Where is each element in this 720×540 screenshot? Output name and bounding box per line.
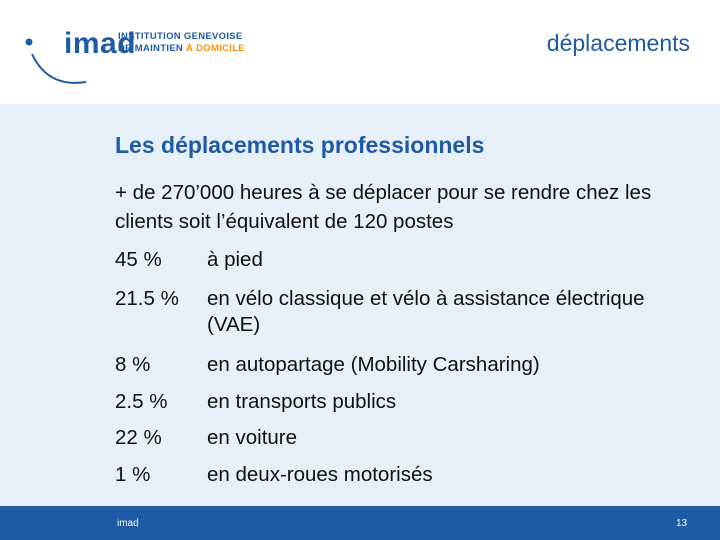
footer-label: imad — [117, 518, 139, 529]
intro-text: + de 270’000 heures à se déplacer pour se rendre chez les clients soit l’équivalent de 120 postes — [115, 181, 652, 233]
item-percent: 8 % — [115, 353, 151, 376]
item-description: en autopartage (Mobility Carsharing) — [207, 353, 540, 376]
imad-logo — [22, 18, 262, 88]
slide-title: Les déplacements professionnels — [115, 132, 485, 158]
item-percent: 2.5 % — [115, 390, 168, 413]
item-description: à pied — [207, 248, 263, 271]
item-description: en transports publics — [207, 390, 397, 413]
slide-header — [0, 0, 720, 104]
page-number: 13 — [676, 518, 688, 529]
item-percent: 1 % — [115, 463, 151, 486]
logo-line-2b: À DOMICILE — [186, 43, 245, 54]
logo-text — [118, 31, 245, 55]
section-title: déplacements — [546, 30, 690, 56]
item-description: en deux-roues motorisés — [207, 463, 433, 486]
item-description: en voiture — [207, 426, 298, 449]
item-percent: 21.5 % — [115, 287, 179, 310]
item-description: en vélo classique et vélo à assistance électrique (VAE) — [207, 287, 645, 336]
logo-mark: imad — [64, 27, 137, 60]
item-percent: 45 % — [115, 248, 162, 271]
logo-line-2a: DE MAINTIEN — [118, 43, 186, 54]
logo-line-2 — [118, 43, 245, 55]
slide-footer — [0, 506, 720, 540]
logo-line-1: INSTITUTION GENEVOISE — [118, 31, 243, 42]
item-percent: 22 % — [115, 426, 162, 449]
